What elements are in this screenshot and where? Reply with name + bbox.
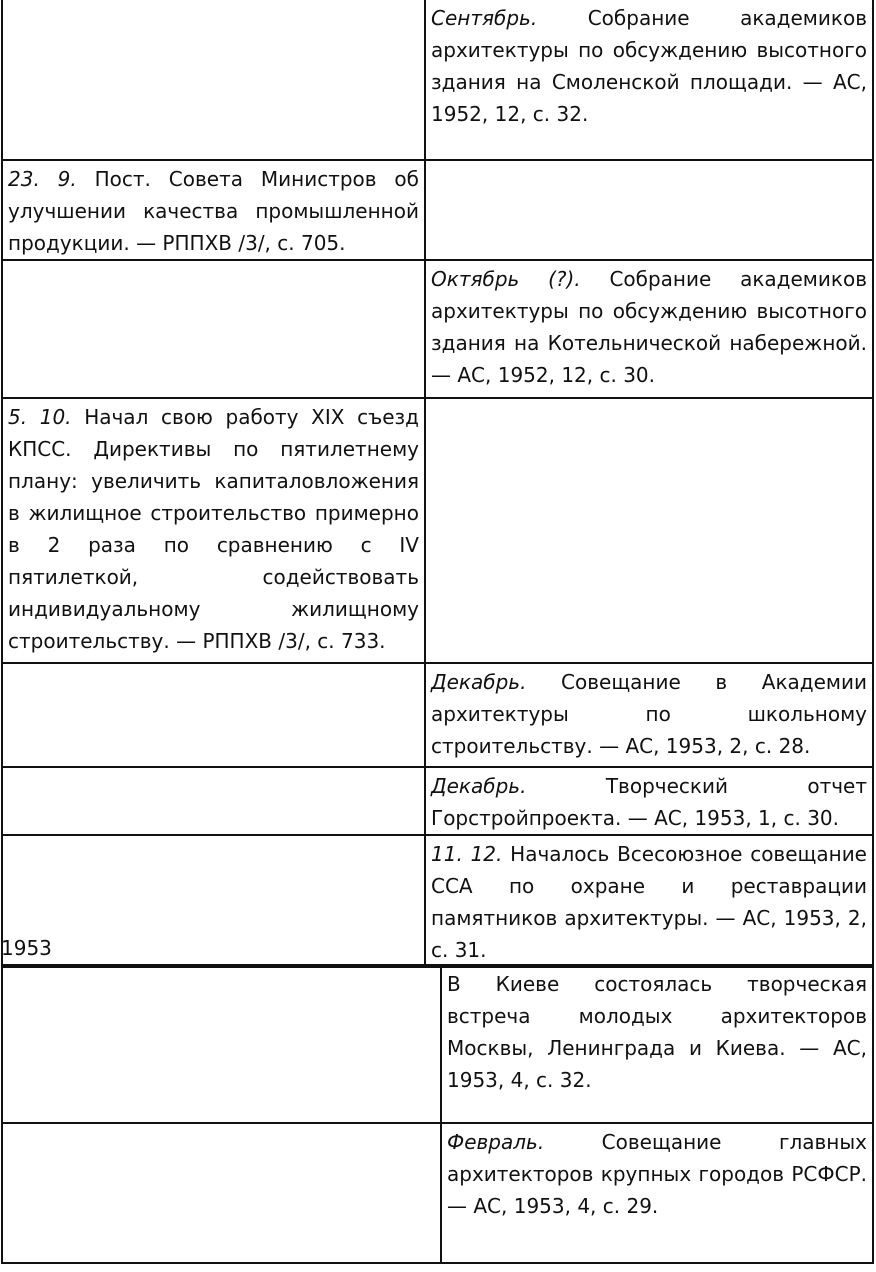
event-cell-empty	[2, 260, 425, 398]
event-date: Октябрь (?).	[431, 267, 581, 291]
event-text: Пост. Совета Министров об улучшении качества промышленной продукции. — РППХВ /3/, с. 705.	[8, 167, 419, 255]
event-text: В Киеве состоялась творческая встреча молодых архитекторов Москвы, Ленинграда и Киева. — АС, 1953, 4, с. 32.	[447, 972, 867, 1092]
event-text: Творческий отчет Горстройпроекта. — АС, 1953, 1, с. 30.	[431, 774, 867, 830]
event-cell-empty	[2, 965, 441, 1123]
event-cell-empty	[2, 0, 425, 160]
table-row	[2, 0, 873, 160]
table-row	[2, 1123, 873, 1263]
event-cell	[441, 965, 873, 1123]
year-heading: 1953	[1, 936, 52, 960]
event-text: Совещание в Академии архитектуры по школьному строительству. — АС, 1953, 2, с. 28.	[431, 670, 867, 758]
chronology-table-1953	[1, 964, 874, 1264]
event-text: Началось Всесоюзное совещание ССА по охране и реставрации памятников архитектуры. — АС, 1953, 2, с. 31.	[431, 842, 867, 962]
event-cell	[2, 398, 425, 663]
table-row	[2, 160, 873, 260]
table-row	[2, 663, 873, 767]
event-text: Совещание главных архитекторов крупных городов РСФСР. — АС, 1953, 4, с. 29.	[447, 1130, 867, 1218]
event-cell-empty	[2, 1123, 441, 1263]
event-cell	[425, 835, 873, 967]
event-cell	[425, 663, 873, 767]
event-text: Собрание академиков архитектуры по обсуждению высотного здания на Котельнической набережной. — АС, 1952, 12, с. 30.	[431, 267, 867, 387]
event-cell	[2, 160, 425, 260]
event-date: Февраль.	[447, 1130, 545, 1154]
table-row	[2, 260, 873, 398]
event-date: Сентябрь.	[431, 6, 538, 30]
event-date: 11. 12.	[431, 842, 503, 866]
event-date: 5. 10.	[8, 405, 72, 429]
table-row	[2, 398, 873, 663]
table-row	[2, 835, 873, 967]
event-cell	[441, 1123, 873, 1263]
event-text: Начал свою работу XIX съезд КПСС. Директивы по пятилетнему плану: увеличить капиталовложения в жилищное строительство примерно в 2 раза по сравнению с IV пятилеткой, содействовать индивидуальному жилищному строительству. — РППХВ /3/, с. 733.	[8, 405, 420, 653]
table-row	[2, 767, 873, 835]
event-cell-empty	[2, 663, 425, 767]
event-cell	[425, 260, 873, 398]
event-cell-empty	[2, 835, 425, 967]
chronology-table-1952	[1, 0, 874, 968]
event-cell	[425, 767, 873, 835]
table-row	[2, 965, 873, 1123]
event-date: Декабрь.	[431, 774, 527, 798]
event-cell-empty	[425, 160, 873, 260]
event-cell	[425, 0, 873, 160]
event-date: 23. 9.	[8, 167, 77, 191]
event-cell-empty	[425, 398, 873, 663]
event-text: Собрание академиков архитектуры по обсуждению высотного здания на Смоленской площади. — АС, 1952, 12, с. 32.	[431, 6, 867, 126]
event-cell-empty	[2, 767, 425, 835]
event-date: Декабрь.	[431, 670, 527, 694]
